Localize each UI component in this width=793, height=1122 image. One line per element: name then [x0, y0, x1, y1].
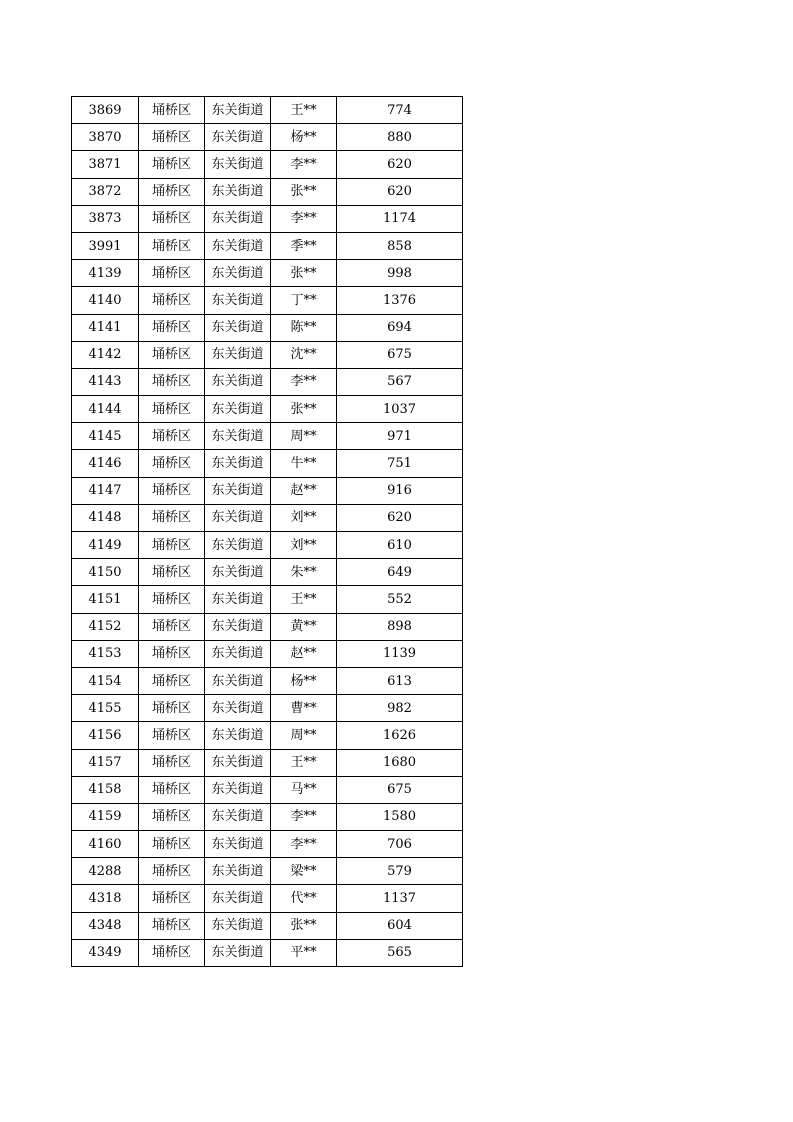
name-cell: 张** [271, 178, 337, 205]
street-cell: 东关街道 [205, 695, 271, 722]
street-cell: 东关街道 [205, 396, 271, 423]
table-row [72, 287, 463, 314]
district-cell: 埇桥区 [139, 450, 205, 477]
name-cell: 沈** [271, 341, 337, 368]
row-id-cell: 4139 [72, 260, 139, 287]
table-row [72, 667, 463, 694]
district-cell: 埇桥区 [139, 504, 205, 531]
name-cell: 李** [271, 803, 337, 830]
table-row [72, 532, 463, 559]
row-id-cell: 4154 [72, 667, 139, 694]
row-id-cell: 4348 [72, 912, 139, 939]
district-cell: 埇桥区 [139, 368, 205, 395]
table-row [72, 124, 463, 151]
street-cell: 东关街道 [205, 667, 271, 694]
amount-cell: 675 [337, 341, 463, 368]
name-cell: 曹** [271, 695, 337, 722]
table-row [72, 450, 463, 477]
street-cell: 东关街道 [205, 776, 271, 803]
street-cell: 东关街道 [205, 613, 271, 640]
row-id-cell: 3869 [72, 97, 139, 124]
table-row [72, 613, 463, 640]
name-cell: 张** [271, 260, 337, 287]
amount-cell: 567 [337, 368, 463, 395]
name-cell: 马** [271, 776, 337, 803]
street-cell: 东关街道 [205, 858, 271, 885]
street-cell: 东关街道 [205, 260, 271, 287]
district-cell: 埇桥区 [139, 831, 205, 858]
table-row [72, 504, 463, 531]
amount-cell: 620 [337, 151, 463, 178]
amount-cell: 971 [337, 423, 463, 450]
table-row [72, 640, 463, 667]
name-cell: 李** [271, 831, 337, 858]
name-cell: 朱** [271, 559, 337, 586]
table-row [72, 423, 463, 450]
table-row [72, 205, 463, 232]
row-id-cell: 3991 [72, 232, 139, 259]
table-row [72, 803, 463, 830]
roster-table-body [72, 97, 463, 967]
name-cell: 李** [271, 368, 337, 395]
name-cell: 季** [271, 232, 337, 259]
name-cell: 梁** [271, 858, 337, 885]
name-cell: 平** [271, 939, 337, 966]
amount-cell: 898 [337, 613, 463, 640]
table-row [72, 939, 463, 966]
name-cell: 代** [271, 885, 337, 912]
table-row [72, 586, 463, 613]
name-cell: 赵** [271, 640, 337, 667]
table-row [72, 695, 463, 722]
name-cell: 王** [271, 97, 337, 124]
district-cell: 埇桥区 [139, 314, 205, 341]
street-cell: 东关街道 [205, 939, 271, 966]
amount-cell: 982 [337, 695, 463, 722]
district-cell: 埇桥区 [139, 640, 205, 667]
table-row [72, 260, 463, 287]
name-cell: 牛** [271, 450, 337, 477]
amount-cell: 1174 [337, 205, 463, 232]
street-cell: 东关街道 [205, 803, 271, 830]
table-row [72, 749, 463, 776]
amount-cell: 620 [337, 178, 463, 205]
name-cell: 杨** [271, 667, 337, 694]
name-cell: 周** [271, 722, 337, 749]
table-row [72, 232, 463, 259]
row-id-cell: 4144 [72, 396, 139, 423]
amount-cell: 1626 [337, 722, 463, 749]
row-id-cell: 4156 [72, 722, 139, 749]
table-row [72, 477, 463, 504]
table-row [72, 776, 463, 803]
street-cell: 东关街道 [205, 314, 271, 341]
row-id-cell: 3873 [72, 205, 139, 232]
name-cell: 王** [271, 586, 337, 613]
name-cell: 刘** [271, 532, 337, 559]
amount-cell: 706 [337, 831, 463, 858]
amount-cell: 1680 [337, 749, 463, 776]
street-cell: 东关街道 [205, 831, 271, 858]
name-cell: 张** [271, 396, 337, 423]
amount-cell: 751 [337, 450, 463, 477]
district-cell: 埇桥区 [139, 912, 205, 939]
row-id-cell: 4153 [72, 640, 139, 667]
table-row [72, 368, 463, 395]
amount-cell: 620 [337, 504, 463, 531]
table-row [72, 912, 463, 939]
street-cell: 东关街道 [205, 341, 271, 368]
roster-table [71, 96, 463, 967]
row-id-cell: 4140 [72, 287, 139, 314]
amount-cell: 694 [337, 314, 463, 341]
district-cell: 埇桥区 [139, 613, 205, 640]
row-id-cell: 4146 [72, 450, 139, 477]
row-id-cell: 4150 [72, 559, 139, 586]
row-id-cell: 4318 [72, 885, 139, 912]
district-cell: 埇桥区 [139, 695, 205, 722]
name-cell: 张** [271, 912, 337, 939]
district-cell: 埇桥区 [139, 803, 205, 830]
district-cell: 埇桥区 [139, 178, 205, 205]
district-cell: 埇桥区 [139, 205, 205, 232]
street-cell: 东关街道 [205, 532, 271, 559]
row-id-cell: 4141 [72, 314, 139, 341]
amount-cell: 1139 [337, 640, 463, 667]
amount-cell: 916 [337, 477, 463, 504]
name-cell: 王** [271, 749, 337, 776]
street-cell: 东关街道 [205, 450, 271, 477]
street-cell: 东关街道 [205, 97, 271, 124]
amount-cell: 1137 [337, 885, 463, 912]
street-cell: 东关街道 [205, 287, 271, 314]
amount-cell: 880 [337, 124, 463, 151]
row-id-cell: 4349 [72, 939, 139, 966]
row-id-cell: 4151 [72, 586, 139, 613]
table-row [72, 178, 463, 205]
table-row [72, 396, 463, 423]
table-row [72, 559, 463, 586]
street-cell: 东关街道 [205, 885, 271, 912]
table-row [72, 97, 463, 124]
street-cell: 东关街道 [205, 151, 271, 178]
name-cell: 丁** [271, 287, 337, 314]
street-cell: 东关街道 [205, 504, 271, 531]
name-cell: 刘** [271, 504, 337, 531]
amount-cell: 610 [337, 532, 463, 559]
district-cell: 埇桥区 [139, 232, 205, 259]
row-id-cell: 4143 [72, 368, 139, 395]
street-cell: 东关街道 [205, 749, 271, 776]
amount-cell: 579 [337, 858, 463, 885]
row-id-cell: 4145 [72, 423, 139, 450]
row-id-cell: 4152 [72, 613, 139, 640]
row-id-cell: 4157 [72, 749, 139, 776]
street-cell: 东关街道 [205, 205, 271, 232]
table-row [72, 151, 463, 178]
name-cell: 周** [271, 423, 337, 450]
amount-cell: 565 [337, 939, 463, 966]
name-cell: 杨** [271, 124, 337, 151]
district-cell: 埇桥区 [139, 423, 205, 450]
row-id-cell: 4155 [72, 695, 139, 722]
district-cell: 埇桥区 [139, 722, 205, 749]
table-row [72, 314, 463, 341]
table-row [72, 885, 463, 912]
name-cell: 李** [271, 151, 337, 178]
street-cell: 东关街道 [205, 640, 271, 667]
street-cell: 东关街道 [205, 912, 271, 939]
name-cell: 陈** [271, 314, 337, 341]
street-cell: 东关街道 [205, 559, 271, 586]
district-cell: 埇桥区 [139, 858, 205, 885]
amount-cell: 613 [337, 667, 463, 694]
street-cell: 东关街道 [205, 232, 271, 259]
street-cell: 东关街道 [205, 722, 271, 749]
district-cell: 埇桥区 [139, 396, 205, 423]
district-cell: 埇桥区 [139, 749, 205, 776]
district-cell: 埇桥区 [139, 939, 205, 966]
district-cell: 埇桥区 [139, 586, 205, 613]
district-cell: 埇桥区 [139, 97, 205, 124]
document-page [71, 96, 463, 967]
amount-cell: 1376 [337, 287, 463, 314]
street-cell: 东关街道 [205, 477, 271, 504]
district-cell: 埇桥区 [139, 776, 205, 803]
row-id-cell: 4147 [72, 477, 139, 504]
table-row [72, 722, 463, 749]
table-row [72, 341, 463, 368]
district-cell: 埇桥区 [139, 124, 205, 151]
amount-cell: 1037 [337, 396, 463, 423]
street-cell: 东关街道 [205, 368, 271, 395]
district-cell: 埇桥区 [139, 667, 205, 694]
district-cell: 埇桥区 [139, 885, 205, 912]
amount-cell: 1580 [337, 803, 463, 830]
district-cell: 埇桥区 [139, 151, 205, 178]
row-id-cell: 4148 [72, 504, 139, 531]
street-cell: 东关街道 [205, 124, 271, 151]
name-cell: 李** [271, 205, 337, 232]
street-cell: 东关街道 [205, 586, 271, 613]
name-cell: 赵** [271, 477, 337, 504]
row-id-cell: 4160 [72, 831, 139, 858]
district-cell: 埇桥区 [139, 477, 205, 504]
row-id-cell: 4158 [72, 776, 139, 803]
amount-cell: 604 [337, 912, 463, 939]
table-row [72, 858, 463, 885]
district-cell: 埇桥区 [139, 260, 205, 287]
street-cell: 东关街道 [205, 423, 271, 450]
name-cell: 黄** [271, 613, 337, 640]
row-id-cell: 3872 [72, 178, 139, 205]
amount-cell: 675 [337, 776, 463, 803]
row-id-cell: 3870 [72, 124, 139, 151]
amount-cell: 649 [337, 559, 463, 586]
amount-cell: 552 [337, 586, 463, 613]
row-id-cell: 3871 [72, 151, 139, 178]
row-id-cell: 4149 [72, 532, 139, 559]
amount-cell: 774 [337, 97, 463, 124]
district-cell: 埇桥区 [139, 341, 205, 368]
amount-cell: 998 [337, 260, 463, 287]
district-cell: 埇桥区 [139, 532, 205, 559]
row-id-cell: 4142 [72, 341, 139, 368]
street-cell: 东关街道 [205, 178, 271, 205]
district-cell: 埇桥区 [139, 559, 205, 586]
row-id-cell: 4159 [72, 803, 139, 830]
row-id-cell: 4288 [72, 858, 139, 885]
table-row [72, 831, 463, 858]
district-cell: 埇桥区 [139, 287, 205, 314]
amount-cell: 858 [337, 232, 463, 259]
